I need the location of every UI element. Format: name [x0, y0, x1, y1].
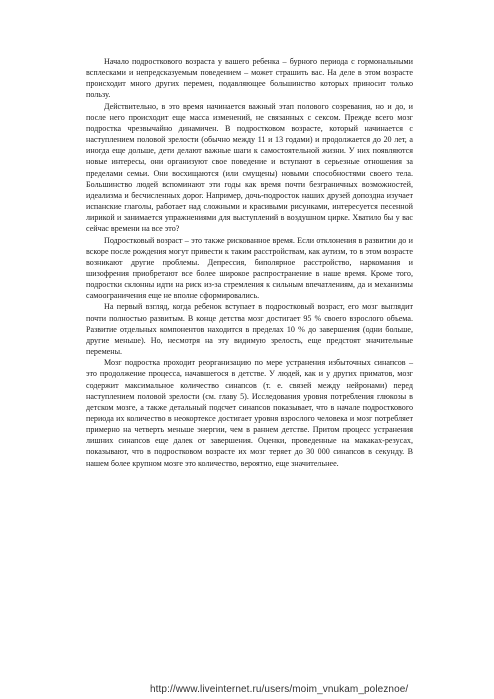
- paragraph-5: Мозг подростка проходит реорганизацию по мере устранения избыточных синапсов – это продолжение процесса, начавшегося в детстве. У людей, как и у других приматов, мозг содержит максимальное количество синапсов (т. е. связей между нейронами) перед наступлением половой зрелости (см. главу 5). Исследования уровня потребления глюкозы в детском мозге, а также детальный подсчет синапсов показывает, что в начале подросткового периода их количество в неокортексе достигает уровня взрослого человека и мозг потребляет примерно на четверть меньше энергии, чем в раннем детстве. Притом процесс устранения лишних синапсов еще далек от завершения. Оценки, проведенные на макаках-резусах, показывают, что в подростковом возрасте их мозг теряет до 30 000 синапсов в секунду. В нашем более крупном мозге это количество, вероятно, еще значительнее.: [86, 358, 413, 468]
- paragraph-3: Подростковый возраст – это также рискованное время. Если отклонения в развитии до и вскоре после рождения могут привести к таким расстройствам, как аутизм, то в этом возрасте возникают другие проблемы. Депрессия, биполярное расстройство, наркомания и шизофрения приобретают все более широкое распространение в наше время. Кроме того, подростки склонны идти на риск из-за стремления к сильным впечатлениям, да и механизмы самоограничения еще не вполне сформировались.: [86, 235, 413, 301]
- paragraph-2: Действительно, в это время начинается важный этап полового созревания, но и до, и после него происходит еще масса изменений, не связанных с сексом. Прежде всего мозг подростка чрезвычайно динамичен. В подростковом возрасте, который начинается с наступлением половой зрелости (обычно между 11 и 13 годами) и продолжается до 20 лет, а иногда еще дольше, дети делают важные шаги к самостоятельной жизни. У них появляются новые интересы, они организуют свое поведение и вступают в серьезные отношения за пределами семьи. Они восхищаются (или смущены) новыми способностями своего тела. Большинство людей вспоминают эти годы как время почти безграничных возможностей, идеализма и бесчисленных дорог. Например, дочь-подросток наших друзей допоздна изучает испанские глаголы, работает над сложными и красивыми рисунками, интересуется песенной лирикой и занимается упражнениями для выступлений в воздушном цирке. Хватило бы у вас сейчас времени на все это?: [86, 101, 413, 234]
- paragraph-4: На первый взгляд, когда ребенок вступает в подростковый возраст, его мозг выглядит почти полностью развитым. В конце детства мозг достигает 95 % своего взрослого объема. Развитие отдельных компонентов находится в пределах 10 % до завершения (одни больше, другие меньше). Но, несмотря на эту видимую зрелость, еще предстоят значительные перемены.: [86, 302, 413, 357]
- paragraph-1: Начало подросткового возраста у вашего ребенка – бурного периода с гормональными всплесками и непредсказуемым поведением – может страшить вас. На деле в этом возрасте происходит много других перемен, подавляющее большинство которых приносит только пользу.: [86, 57, 413, 100]
- document-page: [86, 56, 413, 469]
- watermark-url: http://www.liveinternet.ru/users/moim_vnukam_poleznoe/: [150, 684, 409, 695]
